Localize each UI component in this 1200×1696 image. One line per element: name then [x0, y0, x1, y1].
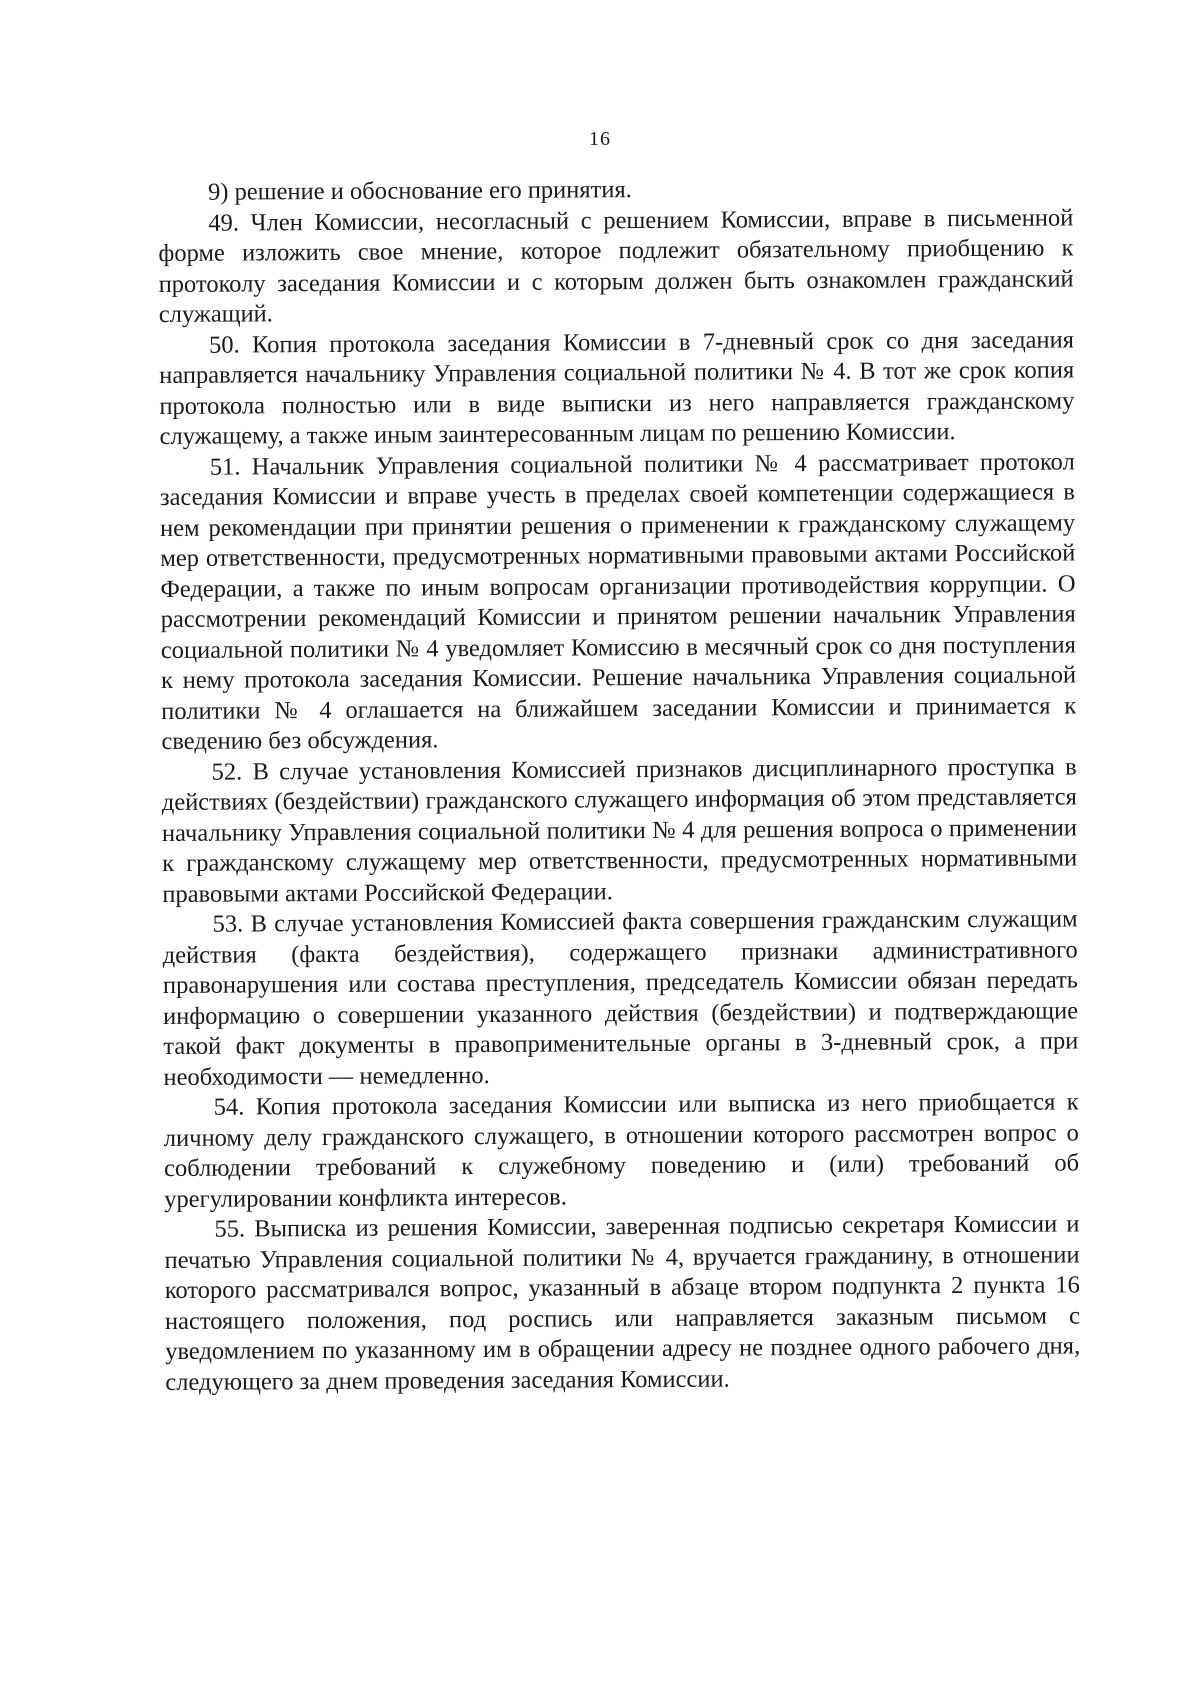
paragraph-50: 50. Копия протокола заседания Комиссии в 7-дневный срок со дня заседания направляется начальнику Управления социальной политики № 4. В тот же срок копия протокола полностью или в виде выписки из него направляется гражданскому служащему, а также иным заинтересованным лицам по решению Комиссии. [159, 325, 1075, 450]
paragraph-55: 55. Выписка из решения Комиссии, заверенная подписью секретаря Комиссии и печатью Управления социальной политики № 4, вручается гражданину, в отношении которого рассматривался вопрос, указанный в абзаце втором подпункта 2 пункта 16 настоящего положения, под роспись или направляется заказным письмом с уведомлением по указанному им в обращении адресу не позднее одного рабочего дня, следующего за днем проведения заседания Комиссии. [164, 1210, 1081, 1396]
paragraph-52: 52. В случае установления Комиссией признаков дисциплинарного проступка в действиях (бездействии) гражданского служащего информация об этом представляется начальнику Управления социальной политики № 4 для решения вопроса о применении к гражданскому служащему мер ответственности, предусмотренных нормативными правовыми актами Российской Федерации. [161, 752, 1078, 908]
document-body [158, 172, 1080, 1398]
page-number: 16 [589, 128, 611, 150]
paragraph-54: 54. Копия протокола заседания Комиссии или выписка из него приобщается к личному делу гражданского служащего, в отношении которого рассмотрен вопрос о соблюдении требований к служебному поведению и (или) требований об урегулировании конфликта интересов. [163, 1088, 1080, 1213]
paragraph-item-9: 9) решение и обоснование его принятия. [208, 176, 632, 206]
paragraph-51: 51. Начальник Управления социальной политики № 4 рассматривает протокол заседания Комиссии и вправе учесть в пределах своей компетенции содержащиеся в нем рекомендации при принятии решения о применении к гражданскому служащему мер ответственности, предусмотренных нормативными правовыми актами Российской Федерации, а также по иным вопросам организации противодействия коррупции. О рассмотрении рекомендаций Комиссии и принятом решении начальник Управления социальной политики № 4 уведомляет Комиссию в месячный срок со дня поступления к нему протокола заседания Комиссии. Решение начальника Управления социальной политики № 4 оглашается на ближайшем заседании Комиссии и принимается к сведению без обсуждения. [159, 447, 1077, 755]
paragraph-49: 49. Член Комиссии, несогласный с решением Комиссии, вправе в письменной форме изложить свое мнение, которое подлежит обязательному приобщению к протоколу заседания Комиссии и с которым должен быть ознакомлен гражданский служащий. [158, 203, 1074, 328]
paragraph-53: 53. В случае установления Комиссией факта совершения гражданским служащим действия (факта бездействия), содержащего признаки административного правонарушения или состава преступления, председатель Комиссии обязан передать информацию о совершении указанного действия (бездействии) и подтверждающие такой факт документы в правоприменительные органы в 3-дневный срок, а при необходимости — немедленно. [162, 905, 1079, 1091]
